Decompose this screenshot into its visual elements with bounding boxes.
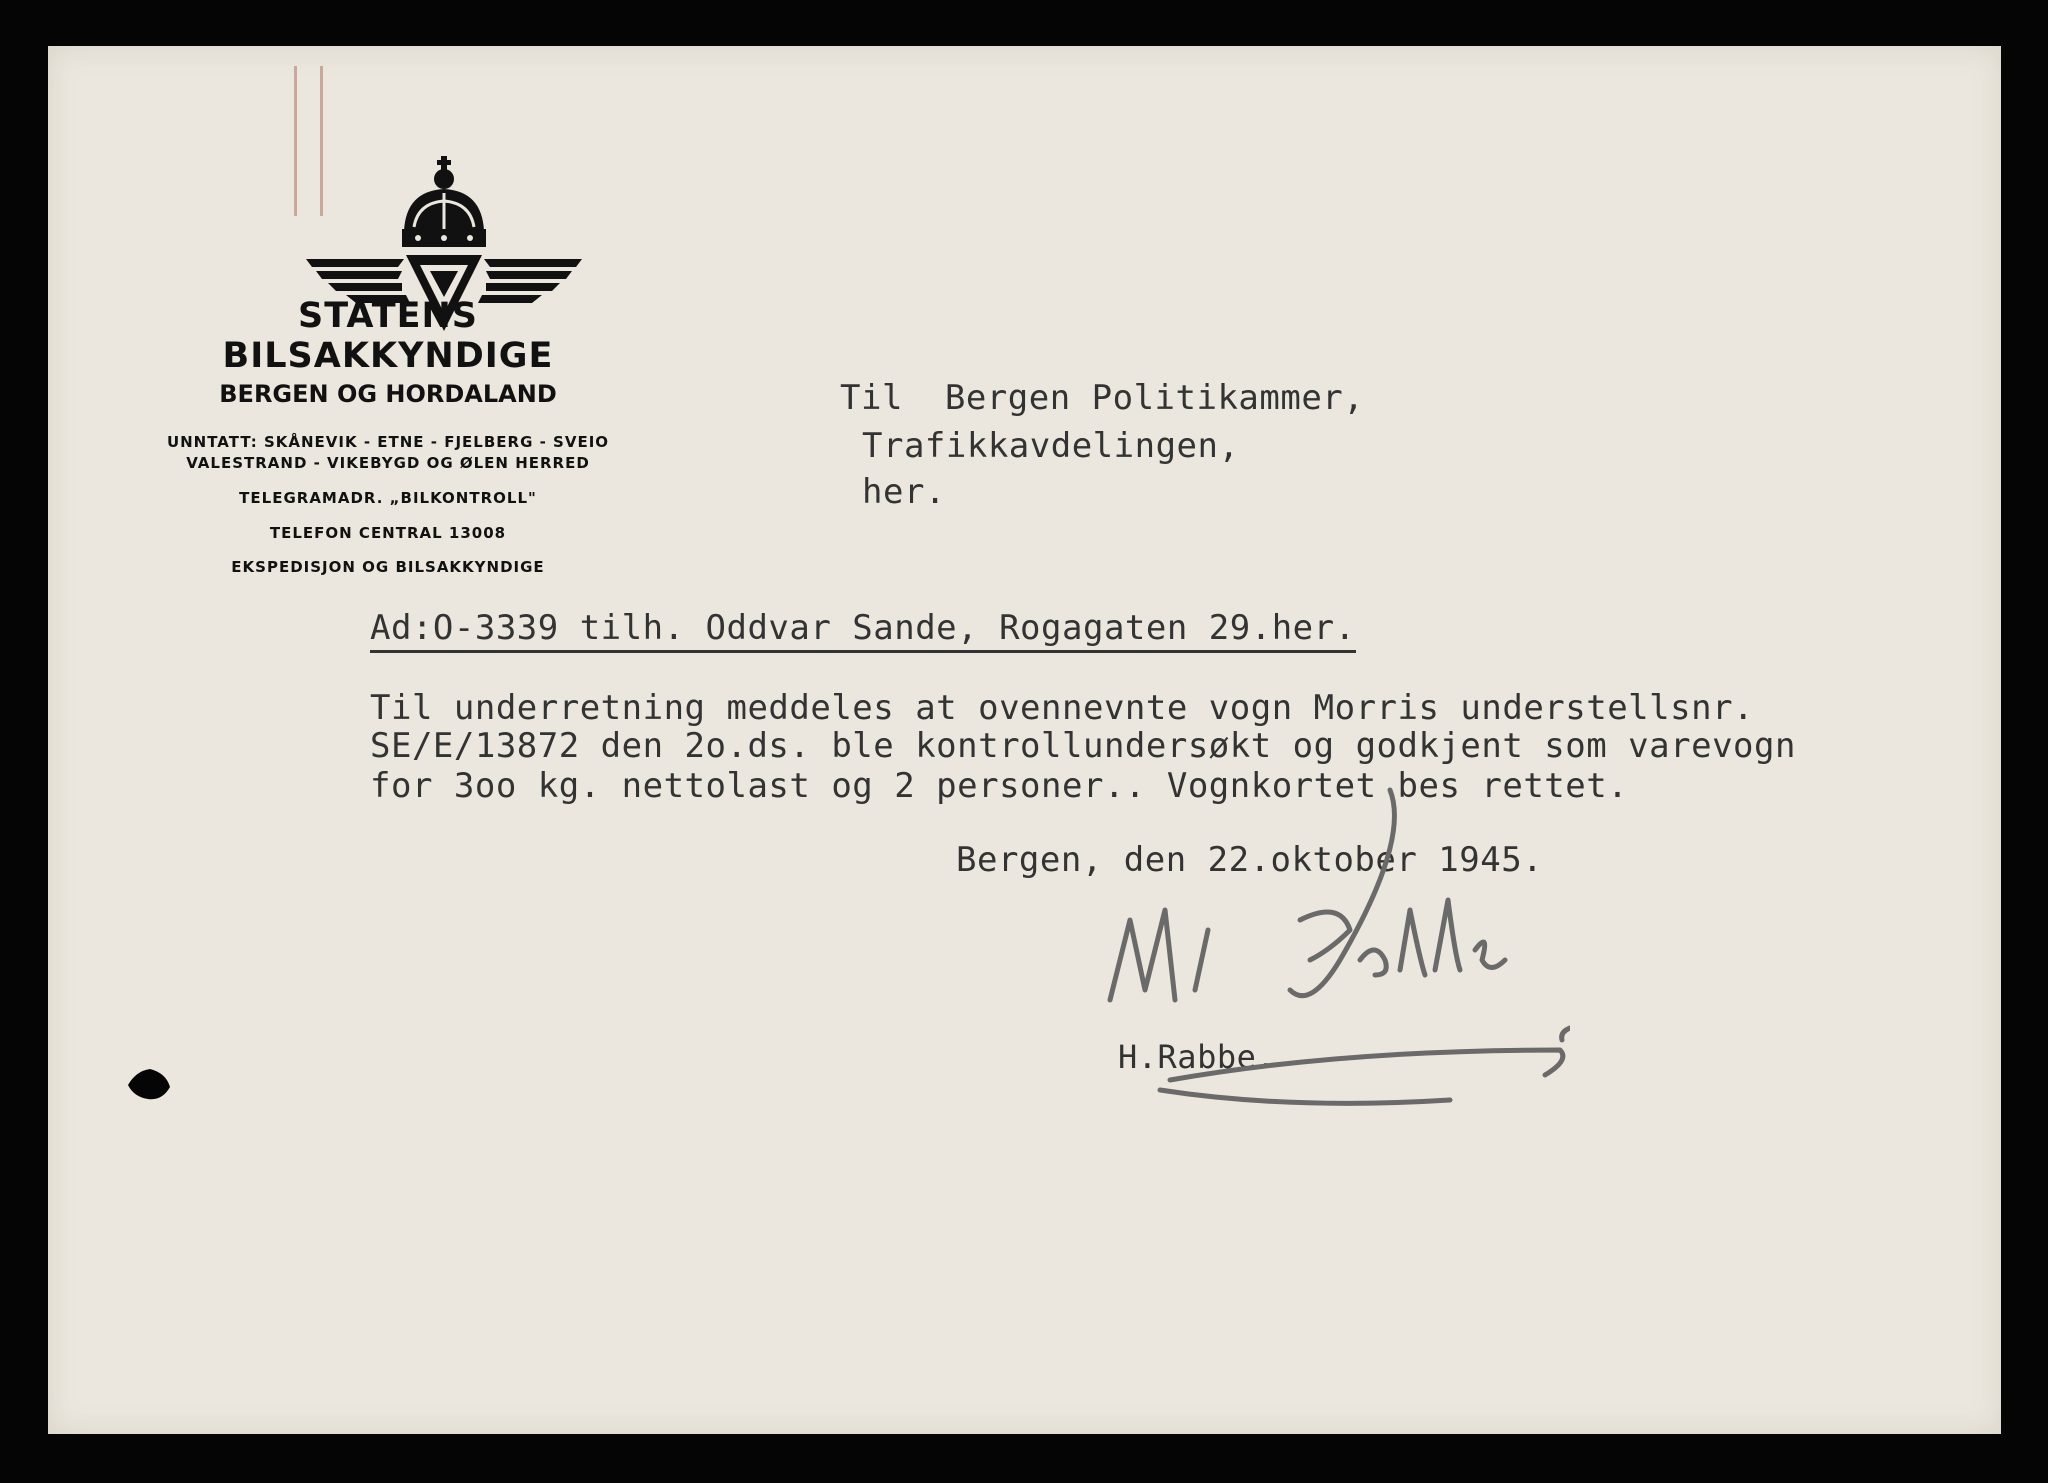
exceptions-line-2: VALESTRAND - VIKEBYGD OG ØLEN HERRED [186,454,590,472]
recipient-line-3: her. [862,472,946,512]
handwritten-signature-icon [1090,760,1570,1120]
paper-crease-mark [294,66,297,216]
telegram-address: TELEGRAMADR. „BILKONTROLL" [239,489,537,507]
office-line: EKSPEDISJON OG BILSAKKYNDIGE [231,558,545,576]
body-line-3: for 3oo kg. nettolast og 2 personer.. Vognkortet bes rettet. [370,766,1629,806]
body-line-2: SE/E/13872 den 2o.ds. ble kontrollundersøkt og godkjent som varevogn [370,726,1796,766]
recipient-line-2: Trafikkavdelingen, [862,426,1240,466]
body-line-1: Til underretning meddeles at ovennevnte vogn Morris understellsnr. [370,688,1755,728]
telephone: TELEFON CENTRAL 13008 [269,524,507,542]
region-name: BERGEN OG HORDALAND [219,380,557,408]
punch-hole-icon [126,1065,174,1105]
subject-line: Ad:O-3339 tilh. Oddvar Sande, Rogagaten 29.her. [370,608,1356,653]
recipient-line-1: Til Bergen Politikammer, [840,378,1365,418]
date-line: Bergen, den 22.oktober 1945. [956,840,1544,880]
organization-name: STATENS BILSAKKYNDIGE [222,296,554,376]
signer-name: H.Rabbe. [1118,1038,1277,1076]
letterhead [128,296,648,578]
exceptions-line-1: UNNTATT: SKÅNEVIK - ETNE - FJELBERG - SVEIO [166,433,610,451]
